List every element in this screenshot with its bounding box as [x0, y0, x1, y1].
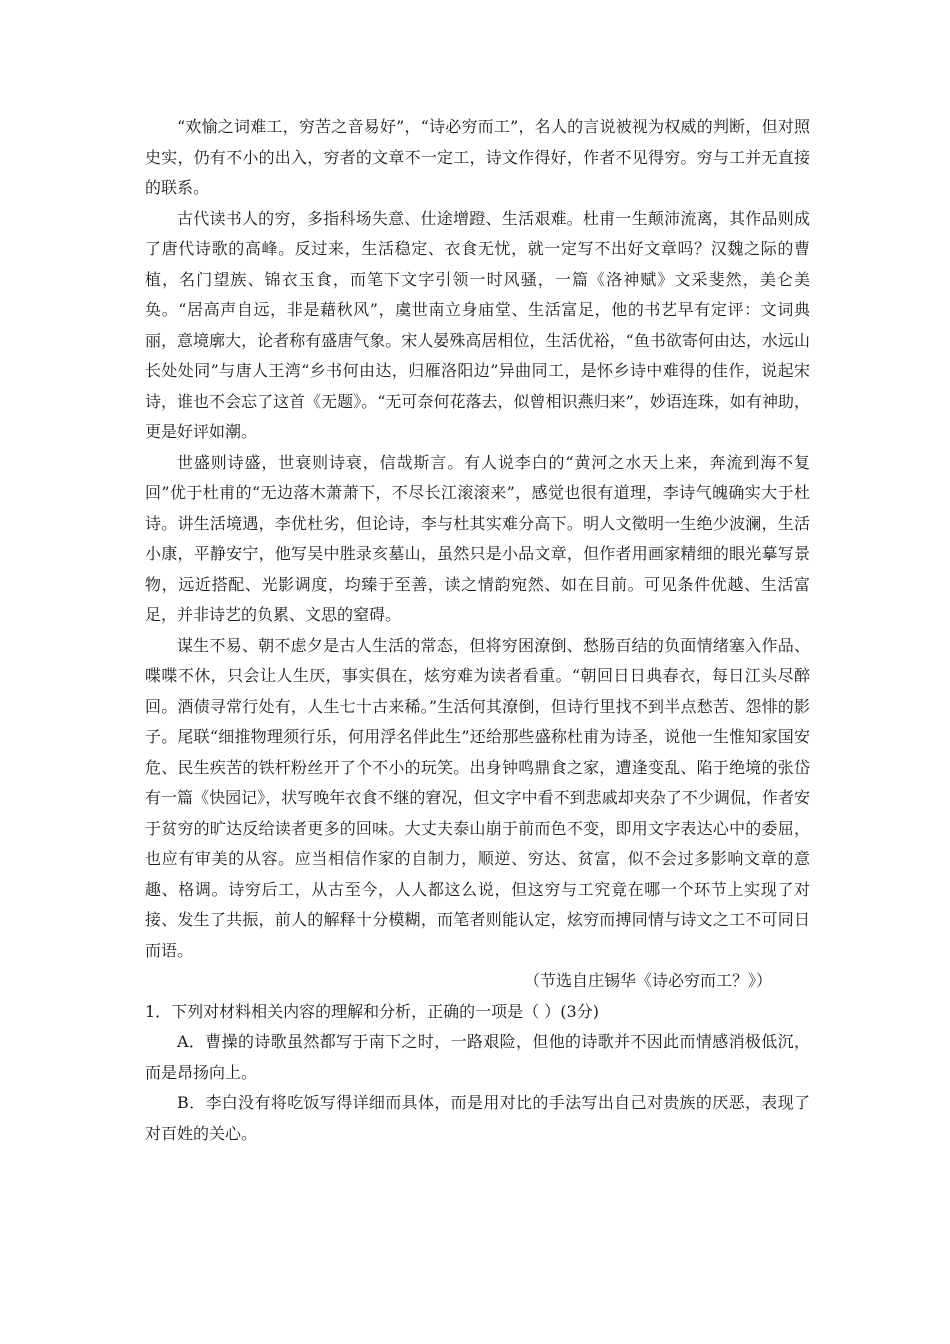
question-option-a: A．曹操的诗歌虽然都写于南下之时，一路艰险，但他的诗歌并不因此而情感消极低沉，而是昂扬向上。 [145, 1032, 810, 1082]
passage-paragraph-1: “欢愉之词难工，穷苦之音易好”，“诗必穷而工”，名人的言说被视为权威的判断，但对照史实，仍有不小的出入，穷者的文章不一定工，诗文作得好，作者不见得穷。穷与工并无直接的联系。 [145, 117, 810, 197]
question-option-b: B．李白没有将吃饭写得详细而具体，而是用对比的手法写出自己对贵族的厌恶，表现了对百姓的关心。 [145, 1093, 810, 1143]
passage-paragraph-2: 古代读书人的穷，多指科场失意、仕途增蹬、生活艰难。杜甫一生颠沛流离，其作品则成了唐代诗歌的高峰。反过来，生活稳定、衣食无忧，就一定写不出好文章吗？汉魏之际的曹植，名门望族、锦衣玉食，而笔下文字引领一时风骚，一篇《洛神赋》文采斐然，美仑美奂。“居高声自远，非是藉秋风”，虞世南立身庙堂、生活富足，他的书艺早有定评：文词典丽，意境廓大，论者称有盛唐气象。宋人晏殊高居相位，生活优裕，“鱼书欲寄何由达，水远山长处处同”与唐人王湾“乡书何由达，归雁洛阳边”异曲同工，是怀乡诗中难得的佳作，说起宋诗，谁也不会忘了这首《无题》。“无可奈何花落去，似曾相识燕归来”，妙语连珠，如有神助，更是好评如潮。 [145, 208, 810, 441]
passage-source: （节选自庄锡华《诗必穷而工？》） [523, 971, 772, 990]
passage-paragraph-4: 谋生不易、朝不虑夕是古人生活的常态，但将穷困潦倒、愁肠百结的负面情绪塞入作品、喋喋不休，只会让人生厌，事实俱在，炫穷难为读者看重。“朝回日日典春衣，每日江头尽醉回。酒债寻常行处有，人生七十古来稀。”生活何其潦倒，但诗行里找不到半点愁苦、怨悱的影子。尾联“细推物理须行乐，何用浮名伴此生”还给那些盛称杜甫为诗圣，说他一生惟知家国安危、民生疾苦的铁杆粉丝开了个不小的玩笑。出身钟鸣鼎食之家，遭逢变乱、陷于绝境的张岱有一篇《快园记》，状写晚年衣食不继的窘况，但文字中看不到悲戚却夹杂了不少调侃，作者安于贫穷的旷达反给读者更多的回味。大丈夫泰山崩于前而色不变，即用文字表达心中的委屈，也应有审美的从容。应当相信作家的自制力，顺逆、穷达、贫富，似不会过多影响文章的意趣、格调。诗穷后工，从古至今，人人都这么说，但这穷与工究竟在哪一个环节上实现了对接、发生了共振，前人的解释十分模糊，而笔者则能认定，炫穷而搏同情与诗文之工不可同日而语。 [145, 635, 810, 960]
document-page [145, 112, 810, 1149]
question-stem: 1．下列对材料相关内容的理解和分析，正确的一项是（ ）(3分) [145, 1001, 599, 1021]
passage-paragraph-3: 世盛则诗盛，世衰则诗衰，信哉斯言。有人说李白的“黄河之水天上来，奔流到海不复回”优于杜甫的“无边落木萧萧下，不尽长江滚滚来”，感觉也很有道理，李诗气魄确实大于杜诗。讲生活境遇，李优杜劣，但论诗，李与杜其实难分高下。明人文徵明一生绝少波澜，生活小康，平静安宁，他写吴中胜录亥墓山，虽然只是小品文章，但作者用画家精细的眼光摹写景物，远近搭配、光影调度，均臻于至善，读之情韵宛然、如在目前。可见条件优越、生活富足，并非诗艺的负累、文思的窒碍。 [145, 452, 810, 624]
